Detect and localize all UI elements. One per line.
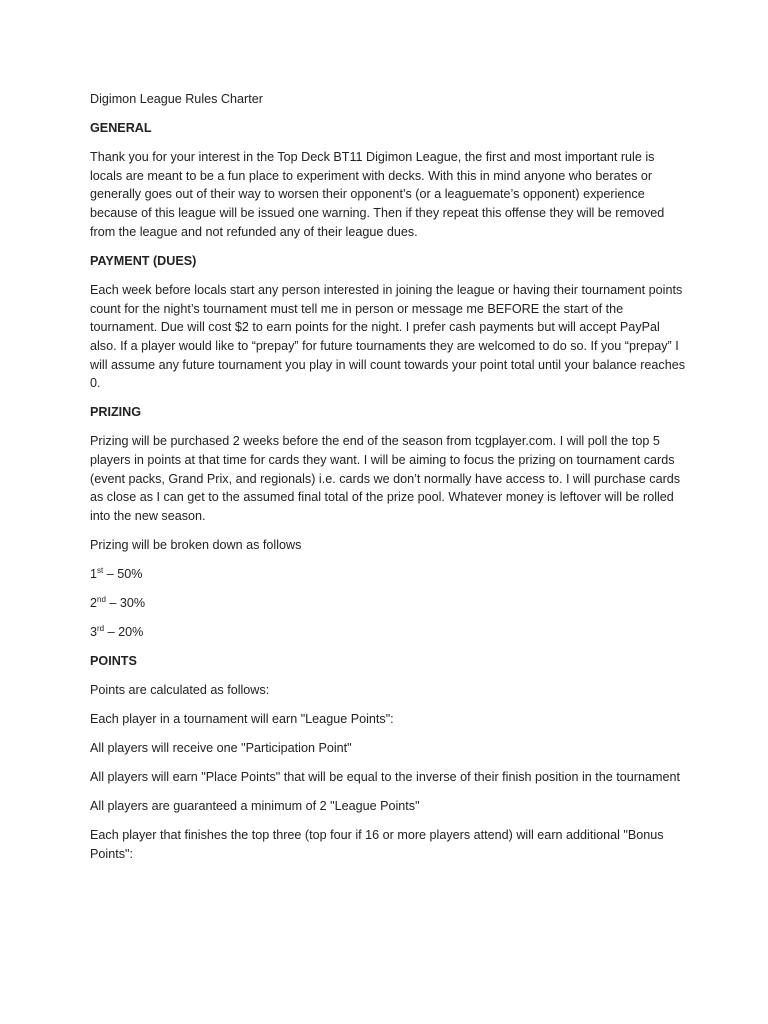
place-number: 2 [90,596,98,611]
place-number: 1 [90,567,98,582]
prizing-paragraph: Prizing will be purchased 2 weeks before the end of the season from tcgplayer.com. I will poll the top 5 players in points at that time for cards they want. I will be aiming to focus the prizing on tournament cards (event packs, Grand Prix, and regionals) i.e. cards we don’t normally have access to. I will purchase cards as close as I can get to the assumed final total of the prize pool. Whatever money is leftover will be rolled into the new season. [90,434,681,524]
points-line: Each player in a tournament will earn "League Points": [90,712,394,727]
prize-place-first [90,565,688,584]
prize-place-third [90,623,688,642]
section-heading-payment: PAYMENT (DUES) [90,253,197,268]
document-title: Digimon League Rules Charter [90,92,263,106]
place-number: 3 [90,625,98,640]
points-line: Each player that finishes the top three (top four if 16 or more players attend) will earn additional "Bonus Points": [90,828,664,861]
payment-paragraph: Each week before locals start any person interested in joining the league or having their tournament points count for the night’s tournament must tell me in person or message me BEFORE the start of the tournament. Due will cost $2 to earn points for the night. I prefer cash payments but will accept PayPal also. If a player would like to “prepay” for future tournaments they are welcomed to do so. If you “prepay” I will assume any future tournament you play in will count towards your point total until your balance reaches 0. [90,282,686,391]
section-heading-points: POINTS [90,654,137,669]
place-ordinal-suffix: st [97,565,104,575]
place-share: – 50% [103,567,143,582]
points-line: Points are calculated as follows: [90,683,270,698]
points-line: All players will earn "Place Points" that will be equal to the inverse of their finish position in the tournament [90,770,680,785]
points-line: All players will receive one "Participation Point" [90,741,352,756]
place-share: – 20% [104,625,144,640]
points-line: All players are guaranteed a minimum of 2 "League Points" [90,799,420,814]
prize-place-second [90,594,688,613]
document-page [90,90,688,874]
general-paragraph: Thank you for your interest in the Top Deck BT11 Digimon League, the first and most important rule is locals are meant to be a fun place to experiment with decks. With this in mind anyone who berates or generally goes out of their way to worsen their opponent’s (or a leaguemate’s opponent) experience because of this league will be issued one warning. Then if they repeat this offense they will be removed from the league and not refunded any of their league dues. [90,150,665,239]
section-heading-general: GENERAL [90,121,152,135]
prizing-breakdown-intro: Prizing will be broken down as follows [90,538,302,553]
place-ordinal-suffix: rd [97,623,105,633]
place-share: – 30% [105,596,146,611]
place-ordinal-suffix: nd [97,594,106,604]
section-heading-prizing: PRIZING [90,405,142,420]
